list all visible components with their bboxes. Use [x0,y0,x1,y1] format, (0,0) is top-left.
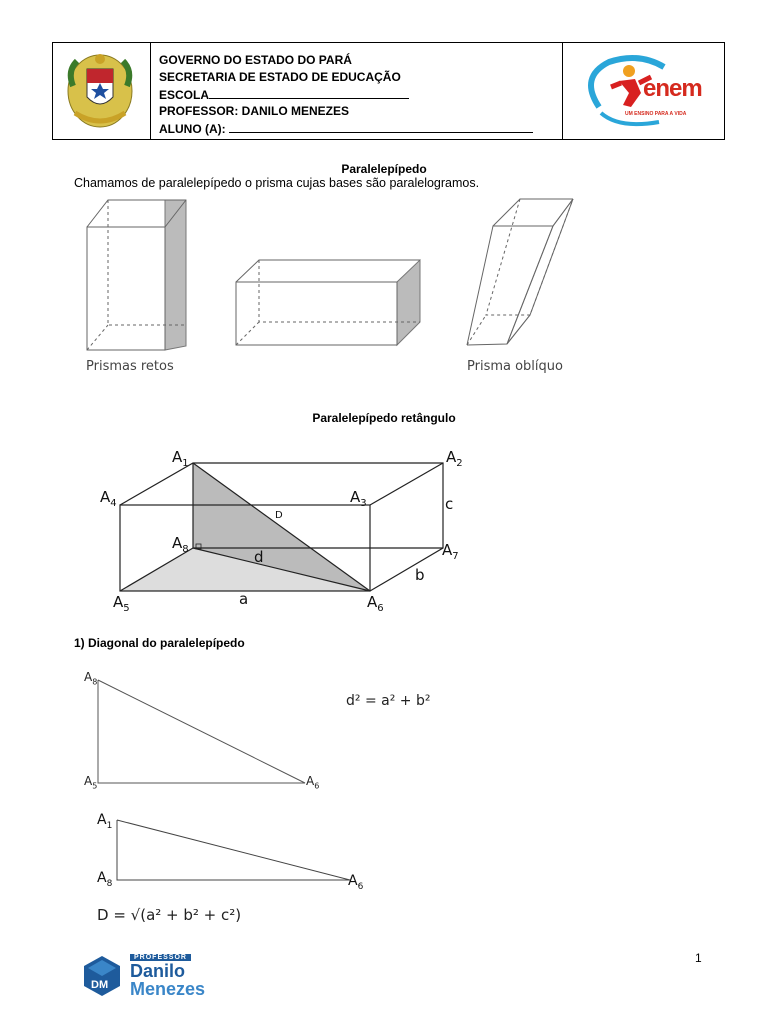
oblique-prism [467,199,573,345]
triangle1-a5-label: $A_5$ [84,774,98,791]
header-line-student [159,120,533,138]
header-table [52,42,725,140]
page-number: 1 [695,951,702,965]
definition-text: Chamamos de paralelepípedo o prisma cujas bases são paralelogramos. [74,176,480,190]
vertex-a3-label: $A_3$ [350,488,367,509]
triangle1-a8-label: $A_8$ [84,670,98,687]
long-right-prism [236,260,420,345]
vertex-a6-label: $A_6$ [367,593,384,614]
school-blank[interactable] [209,86,409,99]
edge-b-label: b [415,566,425,584]
tall-right-prism [87,200,186,350]
formula-base-diagonal: d² = a² + b² [346,693,431,709]
student-label: ALUNO (A): [159,122,226,136]
vertex-a5-label: $A_5$ [113,593,130,614]
enem-logo-text: enem [643,75,702,102]
caption-oblique-prism: Prisma oblíquo [467,359,563,374]
logo-name-danilo: Danilo [130,961,186,981]
vertex-a7-label: $A_7$ [442,541,459,562]
section-title-rectangular: Paralelepípedo retângulo [312,411,456,425]
rectangular-parallelepiped-diagram [110,452,470,612]
enem-tagline: UM ENSINO PARA A VIDA [625,111,687,117]
student-blank[interactable] [229,120,533,133]
logo-name-menezes: Menezes [130,979,206,999]
state-coat-of-arms-cell [53,43,151,139]
caption-right-prisms: Prismas retos [86,359,174,374]
header-line-teacher: PROFESSOR: DANILO MENEZES [159,104,350,118]
svg-text:DM: DM [91,979,109,991]
para-coat-of-arms-icon [65,51,135,131]
header-line-secretariat: SECRETARIA DE ESTADO DE EDUCAÇÃO [159,70,401,84]
base-diagonal-d-label: d [254,548,264,566]
header-line-government: GOVERNO DO ESTADO DO PARÁ [159,53,352,67]
vertex-a8-label: $A_8$ [172,534,189,555]
formula-space-diagonal: D = √(a² + b² + c²) [97,906,242,924]
school-label: ESCOLA [159,88,210,102]
space-diagonal-D-label: D [275,510,283,521]
logo-professor-tag: PROFESSOR [130,954,191,961]
enem-logo-cell [562,43,724,139]
right-triangle-a1-a8-a6 [110,815,370,885]
danilo-menezes-cube-logo-icon [80,954,124,998]
section-title-diagonal: 1) Diagonal do paralelepípedo [74,636,245,650]
vertex-a1-label: $A_1$ [172,448,189,469]
triangle2-a1-label: $A_1$ [97,812,113,831]
section-title-paralelepipedo: Paralelepípedo [341,162,427,176]
triangle1-a6-label: $A_6$ [306,774,320,791]
edge-a-label: a [239,590,249,608]
vertex-a4-label: $A_4$ [100,488,117,509]
triangle2-a8-label: $A_8$ [97,870,113,889]
edge-c-label: c [445,495,454,513]
triangle2-a6-label: $A_6$ [348,873,364,892]
header-line-school [159,86,409,104]
vertex-a2-label: $A_2$ [446,448,463,469]
prism-figures [70,196,670,366]
right-triangle-a8-a5-a6 [90,672,320,792]
